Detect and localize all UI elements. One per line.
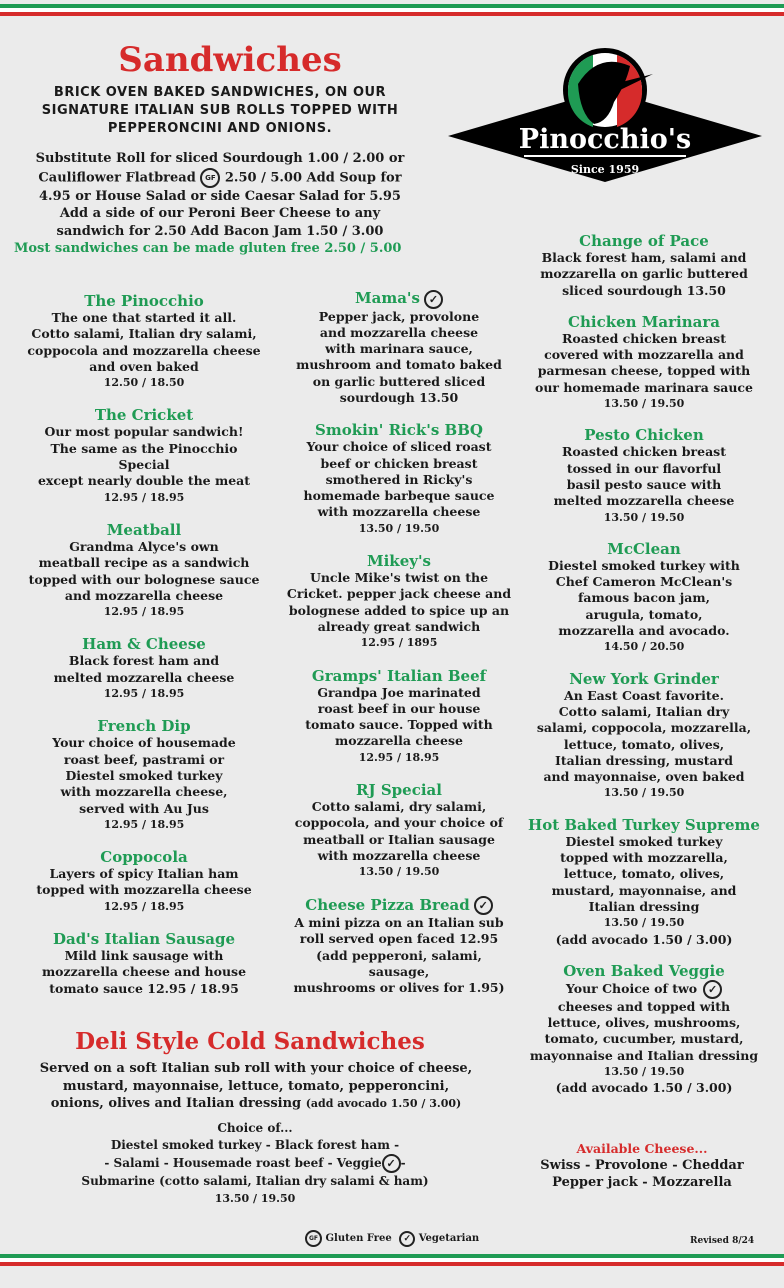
- menu-item-desc-line: salami, coppocola, mozzarella,: [536, 720, 752, 736]
- menu-item-desc-line: mushroom and tomato baked: [296, 357, 502, 373]
- menu-item-desc-line: already great sandwich: [317, 618, 481, 634]
- menu-item-desc-line: with marinara sauce,: [325, 341, 473, 357]
- menu-item-price: 12.50 / 18.50: [103, 376, 185, 390]
- menu-item-price: 13.50 / 19.50: [603, 1064, 685, 1078]
- logo: [448, 44, 762, 234]
- menu-item-desc-line: Diestel smoked turkey: [65, 767, 223, 783]
- menu-item-desc-line: (add pepperoni, salami, sausage,: [316, 947, 482, 979]
- column-middle: [284, 289, 514, 1012]
- menu-item-desc-line: Pepper jack, provolone: [318, 308, 480, 324]
- menu-item: [24, 406, 264, 505]
- menu-item-name: [24, 635, 264, 653]
- menu-item-desc-line: The same as the Pinocchio Special: [50, 440, 238, 473]
- menu-item: [522, 962, 766, 1097]
- pinocchio-face-logo: [448, 44, 762, 234]
- menu-item-name-text: McClean: [607, 539, 681, 558]
- available-cheese: [524, 1140, 760, 1191]
- deli-choice-line: Submarine (cotto salami, Italian dry salami & ham): [81, 1174, 429, 1188]
- menu-item-desc-line: mayonnaise and Italian dressing: [529, 1047, 759, 1063]
- menu-item-name: [24, 930, 264, 948]
- menu-item-desc-line: with mozzarella cheese,: [60, 784, 228, 800]
- gluten-free-note: Most sandwiches can be made gluten free 2.50 / 5.00: [14, 241, 402, 256]
- menu-item-desc-line: mozzarella cheese: [335, 733, 463, 749]
- menu-item-name-text: Cheese Pizza Bread: [305, 895, 470, 914]
- menu-item-name: [522, 426, 766, 444]
- menu-item-desc-line: (add avocado 1.50 / 3.00): [555, 1080, 733, 1096]
- menu-item: [24, 930, 264, 997]
- cheese-title: Available Cheese...: [576, 1141, 708, 1156]
- menu-item-desc-line: lettuce, tomato, olives,: [563, 866, 725, 882]
- menu-item-desc-line: with mozzarella cheese: [317, 847, 481, 863]
- menu-item-desc-line: Chef Cameron McClean's: [555, 574, 733, 590]
- menu-item-name: [522, 816, 766, 834]
- menu-item-name: [24, 292, 264, 310]
- deli-choice-line: Diestel smoked turkey - Black forest ham -: [110, 1138, 400, 1152]
- menu-item-desc-line: Your choice of sliced roast: [306, 439, 492, 455]
- menu-item-desc-line: sliced sourdough 13.50: [562, 282, 726, 298]
- top-stripe-red: [0, 12, 784, 16]
- menu-item-name-text: Meatball: [106, 520, 182, 539]
- options-line: Add a side of our Peroni Beer Cheese to any: [59, 206, 381, 221]
- deli-choice-title: Choice of...: [217, 1121, 293, 1135]
- menu-item-price: 13.50 / 19.50: [603, 510, 685, 524]
- options-line: sandwich for 2.50 Add Bacon Jam 1.50 / 3.00: [56, 223, 384, 239]
- menu-item: [284, 552, 514, 651]
- menu-item: [522, 816, 766, 948]
- menu-item-desc-line: Roasted chicken breast: [562, 330, 726, 346]
- menu-item: [24, 848, 264, 915]
- menu-item-desc-line: tomato sauce. Topped with: [305, 717, 493, 733]
- menu-item-name-text: Smokin' Rick's BBQ: [315, 421, 483, 440]
- menu-item-price: 12.95 / 18.95: [103, 899, 185, 913]
- menu-item-name: [284, 421, 514, 439]
- deli-intro-line: Served on a soft Italian sub roll with your choice of cheese,: [39, 1061, 473, 1076]
- cheese-line: Pepper jack - Mozzarella: [552, 1175, 732, 1190]
- menu-item-name: [522, 232, 766, 250]
- menu-item-price: 12.95 / 1895: [360, 636, 438, 650]
- menu-item-desc-line: Black forest ham and: [68, 653, 220, 669]
- menu-item-desc-line: meatball recipe as a sandwich: [38, 555, 250, 571]
- menu-item-desc-line: mozzarella on garlic buttered: [540, 266, 748, 282]
- options-line: Substitute Roll for sliced Sourdough 1.00 / 2.00 or: [35, 151, 405, 166]
- cauliflower-text: Cauliflower Flatbread: [38, 170, 196, 185]
- menu-item: [24, 292, 264, 391]
- menu-item-desc-line: except nearly double the meat: [37, 473, 251, 489]
- options-block: [10, 150, 430, 258]
- menu-item-name: [522, 962, 766, 980]
- menu-item: [24, 717, 264, 833]
- menu-item-desc-line: arugula, tomato,: [585, 606, 703, 622]
- menu-item-name: [24, 406, 264, 424]
- menu-item-name-text: Change of Pace: [579, 232, 709, 250]
- legend-vegetarian: Vegetarian: [418, 1233, 480, 1244]
- menu-item-desc-line: meatball or Italian sausage: [303, 831, 495, 847]
- menu-item-desc-line: basil pesto sauce with: [566, 476, 722, 492]
- menu-item-desc-line: mushrooms or olives for 1.95): [293, 980, 505, 996]
- column-right: [522, 232, 766, 1111]
- menu-item-desc-line: tossed in our flavorful: [566, 460, 722, 476]
- menu-item-desc-line: topped with mozzarella cheese: [36, 882, 252, 898]
- menu-item: [284, 781, 514, 880]
- bottom-stripe-red: [0, 1262, 784, 1266]
- menu-item-desc-line: and mozzarella cheese: [319, 324, 479, 340]
- menu-item-name-text: Gramps' Italian Beef: [311, 666, 487, 685]
- menu-item-name-text: Coppocola: [100, 848, 188, 867]
- deli-title: Deli Style Cold Sandwiches: [75, 1028, 425, 1055]
- menu-item-name-text: Chicken Marinara: [568, 312, 720, 331]
- menu-item-desc-line: A mini pizza on an Italian sub: [294, 915, 504, 931]
- menu-item-desc-line: tomato sauce 12.95 / 18.95: [49, 980, 239, 996]
- menu-item-desc-line: Cotto salami, Italian dry salami,: [31, 326, 257, 342]
- menu-item-desc-line: covered with mozzarella and: [544, 347, 744, 363]
- menu-item-price: 13.50 / 19.50: [358, 521, 440, 535]
- menu-item-desc-line: homemade barbeque sauce: [303, 488, 495, 504]
- vegetarian-icon: ✓: [399, 1231, 415, 1247]
- menu-item-name: [284, 667, 514, 685]
- menu-item-price: 12.95 / 18.95: [358, 750, 440, 764]
- deli-avocado-note: (add avocado 1.50 / 3.00): [305, 1097, 462, 1110]
- menu-item-desc-line: Black forest ham, salami and: [541, 250, 747, 265]
- menu-item-desc-line: and mayonnaise, oven baked: [543, 769, 745, 785]
- menu-item-name-text: The Cricket: [94, 406, 194, 425]
- menu-item-desc-line: bolognese added to spice up an: [288, 602, 510, 618]
- menu-item-name-text: French Dip: [97, 717, 191, 736]
- options-line-rest: 2.50 / 5.00 Add Soup for: [224, 170, 402, 185]
- options-line: 4.95 or House Salad or side Caesar Salad for 5.95: [39, 188, 401, 204]
- menu-item: [522, 313, 766, 412]
- deli-choice-line: - Salami - Housemade roast beef - Veggie ✓ -: [20, 1154, 490, 1173]
- gluten-free-icon: GF: [200, 168, 220, 188]
- menu-item-desc-line: with mozzarella cheese: [317, 504, 481, 520]
- menu-item-desc-line: roast beef in our house: [317, 700, 481, 716]
- menu-item-desc-line: our homemade marinara sauce: [534, 379, 753, 395]
- menu-item-name-text: The Pinocchio: [84, 292, 204, 310]
- menu-item-desc-line: melted mozzarella cheese: [553, 493, 735, 509]
- menu-item-desc-line: roast beef, pastrami or: [63, 751, 225, 767]
- menu-item-price: 12.95 / 18.95: [103, 687, 185, 701]
- logo-name: Pinocchio's: [518, 124, 692, 155]
- menu-item: [522, 426, 766, 525]
- menu-item-name-text: Mikey's: [367, 552, 431, 571]
- revised-date: Revised 8/24: [690, 1236, 755, 1246]
- menu-item-name: [284, 781, 514, 799]
- menu-item-desc-line: topped with our bolognese sauce: [28, 571, 260, 587]
- menu-item: [284, 667, 514, 766]
- menu-item: [24, 521, 264, 620]
- legend: [305, 1230, 479, 1248]
- subtitle-line: BRICK OVEN BAKED SANDWICHES, ON OUR: [53, 85, 387, 100]
- menu-item-desc-line: Roasted chicken breast: [562, 444, 726, 460]
- menu-item-desc-line: parmesan cheese, topped with: [537, 363, 751, 379]
- deli-intro-text: onions, olives and Italian dressing: [50, 1096, 302, 1111]
- menu-item-name-text: New York Grinder: [569, 669, 719, 688]
- menu-item: [284, 289, 514, 406]
- menu-item-desc-line: mozzarella cheese and house: [41, 964, 247, 980]
- menu-item-desc-line: famous bacon jam,: [578, 590, 710, 606]
- menu-item: [284, 421, 514, 537]
- menu-item-desc-line: An East Coast favorite.: [564, 687, 724, 703]
- menu-item-name-text: RJ Special: [356, 781, 442, 800]
- menu-item-name-text: Hot Baked Turkey Supreme: [528, 815, 760, 834]
- vegetarian-icon: ✓: [424, 290, 443, 309]
- menu-item-desc-line: melted mozzarella cheese: [53, 669, 235, 685]
- vegetarian-icon: ✓: [703, 980, 722, 999]
- menu-item-name: [522, 540, 766, 558]
- menu-item-desc-line: Your Choice of two ✓: [522, 980, 766, 999]
- menu-item-name: [24, 717, 264, 735]
- menu-item-desc-line: Layers of spicy Italian ham: [49, 866, 239, 882]
- subtitle-line: PEPPERONCINI AND ONIONS.: [107, 121, 333, 136]
- menu-item-desc-line: on garlic buttered sliced: [312, 373, 486, 389]
- menu-item-desc-line: Cricket. pepper jack cheese and: [286, 586, 512, 602]
- menu-item-price: 13.50 / 19.50: [603, 397, 685, 411]
- menu-item-desc-line: (add avocado 1.50 / 3.00): [555, 931, 733, 947]
- page-title: Sandwiches: [118, 40, 342, 80]
- menu-item-price: 12.95 / 18.95: [103, 490, 185, 504]
- deli-choice-text: - Salami - Housemade roast beef - Veggie: [104, 1156, 382, 1170]
- menu-item-desc-line: beef or chicken breast: [320, 455, 478, 471]
- menu-item-desc-line: Grandma Alyce's own: [69, 538, 219, 554]
- menu-item: [522, 540, 766, 656]
- menu-item-price: 13.50 / 19.50: [603, 786, 685, 800]
- subtitle: [10, 84, 430, 138]
- menu-item-desc-line: Italian dressing: [588, 898, 700, 914]
- options-line: [10, 168, 430, 188]
- deli-intro-line: mustard, mayonnaise, lettuce, tomato, pepperoncini,: [62, 1078, 450, 1094]
- menu-item-price: 13.50 / 19.50: [603, 916, 685, 930]
- menu-item-name-text: Mama's: [355, 289, 420, 307]
- menu-item-desc-line: and mozzarella cheese: [64, 587, 224, 603]
- menu-item-desc-line: and oven baked: [89, 358, 199, 374]
- deli-intro: [6, 1060, 506, 1113]
- menu-item-desc-line: Italian dressing, mustard: [555, 752, 733, 768]
- menu-item-name: [284, 552, 514, 570]
- menu-item: [522, 670, 766, 802]
- menu-item-desc-line: cheeses and topped with: [557, 998, 731, 1014]
- menu-item-desc-line: Cotto salami, Italian dry: [558, 703, 730, 719]
- menu-item-desc-line: served with Au Jus: [79, 800, 209, 816]
- menu-item-desc-line: Mild link sausage with: [64, 948, 224, 964]
- menu-item-desc-line: coppocola, and your choice of: [294, 815, 504, 831]
- menu-item-desc-line: mozzarella and avocado.: [558, 623, 730, 639]
- menu-item-desc-line: The one that started it all.: [51, 310, 237, 325]
- menu-item-name: [522, 313, 766, 331]
- menu-item-desc-line: smothered in Ricky's: [325, 471, 473, 487]
- vegetarian-icon: ✓: [382, 1154, 401, 1173]
- menu-item-name: [24, 521, 264, 539]
- menu-item-desc-line: Uncle Mike's twist on the: [309, 570, 489, 586]
- menu-item-name-text: Oven Baked Veggie: [563, 961, 725, 980]
- menu-item-name: [24, 848, 264, 866]
- logo-since: Since 1959: [570, 163, 640, 176]
- menu-item-desc-line: Diestel smoked turkey with: [548, 557, 740, 573]
- menu-item: [284, 896, 514, 997]
- subtitle-line: SIGNATURE ITALIAN SUB ROLLS TOPPED WITH: [41, 103, 399, 118]
- menu-item-price: 14.50 / 20.50: [603, 640, 685, 654]
- menu-item-name-text: Ham & Cheese: [82, 635, 206, 654]
- vegetarian-icon: ✓: [474, 896, 493, 915]
- column-left: [24, 292, 264, 1012]
- menu-item-desc-line: lettuce, tomato, olives,: [563, 736, 725, 752]
- menu-item-desc-line: Diestel smoked turkey: [565, 833, 723, 849]
- menu-item-name: [522, 670, 766, 688]
- gluten-free-icon: GF: [305, 1230, 322, 1247]
- menu-item-desc-line: coppocola and mozzarella cheese: [27, 342, 261, 358]
- menu-item-desc-line: topped with mozzarella,: [560, 850, 728, 866]
- menu-item-name: [284, 289, 514, 309]
- menu-item-desc-line: Your choice of housemade: [52, 735, 236, 751]
- menu-item-desc-line: roll served open faced 12.95: [299, 931, 499, 947]
- menu-item-price: 13.50 / 19.50: [358, 865, 440, 879]
- menu-item-desc-line: lettuce, olives, mushrooms,: [547, 1015, 741, 1031]
- menu-item-price: 12.95 / 18.95: [103, 605, 185, 619]
- menu-item-desc-line: mustard, mayonnaise, and: [551, 882, 737, 898]
- menu-item: [24, 635, 264, 702]
- menu-item-desc-line: tomato, cucumber, mustard,: [544, 1031, 744, 1047]
- deli-price: 13.50 / 19.50: [214, 1192, 296, 1205]
- legend-gluten-free: Gluten Free: [325, 1233, 392, 1244]
- deli-intro-line: [6, 1095, 506, 1113]
- menu-item-name-text: Pesto Chicken: [584, 426, 704, 445]
- menu-item-price: 12.95 / 18.95: [103, 817, 185, 831]
- menu-item: [522, 232, 766, 299]
- menu-item-desc-line: Our most popular sandwich!: [44, 424, 244, 440]
- menu-item-desc-line: sourdough 13.50: [339, 389, 459, 405]
- cheese-line: Swiss - Provolone - Cheddar: [540, 1158, 744, 1173]
- menu-item-desc-line: Cotto salami, dry salami,: [311, 799, 487, 815]
- deli-choices: [20, 1120, 490, 1207]
- menu-item-desc-line: Grandpa Joe marinated: [317, 684, 481, 700]
- menu-item-name: [284, 896, 514, 916]
- menu-item-name-text: Dad's Italian Sausage: [52, 930, 236, 949]
